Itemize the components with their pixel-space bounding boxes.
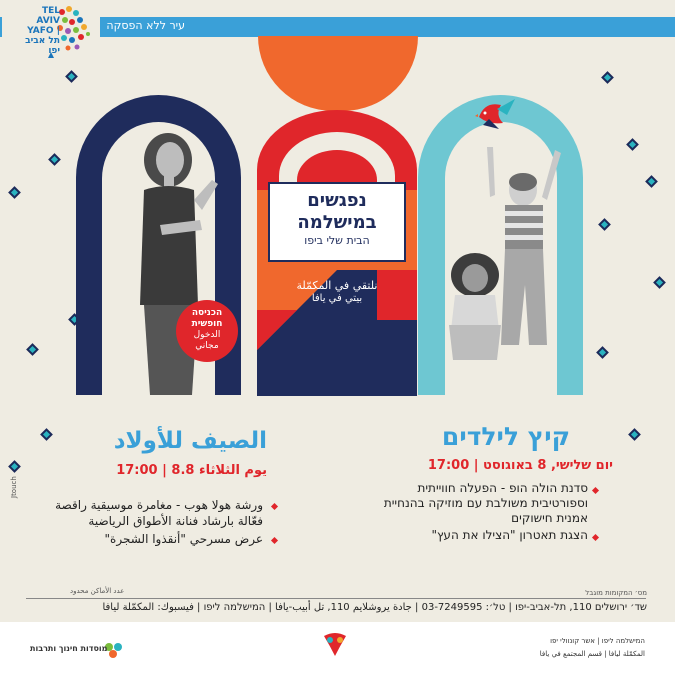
limited-places-he: מס׳ המקומות מוגבל <box>585 589 647 597</box>
badge-ar-line-2: مجاني <box>195 341 219 351</box>
logo-text: TEL AVIV YAFO | תל אביב יפו <box>25 6 60 56</box>
bird-icon <box>475 95 517 131</box>
arabic-bullet-2: عرض مسرحي "أنقذوا الشجرة" <box>104 532 263 546</box>
education-credit: מוסדות חינוך ותרבות <box>30 644 108 653</box>
orange-half-circle <box>258 36 418 111</box>
city-slogan: עיר ללא הפסקה <box>106 19 185 32</box>
diamond-icon <box>598 218 611 231</box>
diamond-icon <box>601 71 614 84</box>
diamond-icon <box>65 70 78 83</box>
arabic-bullet-1-line-1: ورشة هولا هوب - مغامرة موسيقية راقصة <box>55 498 263 512</box>
center-logo-icon <box>318 632 352 660</box>
title-subtitle: הבית שלי ביפו <box>304 234 370 247</box>
address-contact-line: שד׳ ירושלים 110, תל-אביב-יפו | טל׳: 03-7249595 | جادة يروشلايم 110, تل أبيب-يافا | המישלמה ליפו | فيسبوك: المكمّلة ليافا <box>102 602 647 613</box>
diamond-icon <box>8 460 21 473</box>
footer-divider <box>26 598 646 599</box>
diamond-icon <box>40 428 53 441</box>
bullet-icon <box>271 503 278 510</box>
diamond-icon <box>653 276 666 289</box>
arabic-subtitle: بيتي في يافا <box>311 293 363 304</box>
bullet-icon <box>592 534 599 541</box>
hebrew-bullet-1-line-2: וספורטיבית משולבת עם מוזיקה בהנחיית <box>383 496 588 510</box>
arabic-date: يوم الثلاثاء 8.8 | 17:00 <box>116 463 267 478</box>
diamond-icon <box>26 343 39 356</box>
hebrew-bullet-1-line-1: סדנת הולה הופ - הפעלה חווייתית <box>417 481 588 495</box>
city-logo[interactable] <box>2 0 100 60</box>
diamond-icon <box>645 175 658 188</box>
diamond-icon <box>628 428 641 441</box>
arabic-title: نلتقي في المكمّلة <box>296 279 378 292</box>
header-strip <box>0 17 675 37</box>
kids-photo <box>435 145 585 360</box>
free-entry-badge <box>176 300 238 362</box>
diamond-icon <box>596 346 609 359</box>
arabic-bullet-1-line-2: فعّالة بارشاد فنانة الأطواق الرياضية <box>88 514 263 528</box>
badge-he-line-1: הכניסה <box>191 308 223 318</box>
event-title-box <box>268 182 406 262</box>
hebrew-date: יום שלישי, 8 באוגוסט | 17:00 <box>427 458 613 473</box>
limited-places-ar: عدد الأماكن محدود <box>70 587 125 595</box>
hebrew-bullet-1-line-3: אמנית חישוקים <box>511 511 588 525</box>
title-line-2: במישלמה <box>297 212 377 233</box>
bullet-icon <box>271 537 278 544</box>
bullet-icon <box>592 487 599 494</box>
hebrew-bullet-2: הצגת תאטרון "הצילו את העץ" <box>431 528 588 542</box>
arabic-heading: الصيف للأولاد <box>113 428 267 454</box>
credit-arabic: المكمّلة ليافا | قسم المجتمع في يافا <box>539 650 645 658</box>
diamond-icon <box>48 153 61 166</box>
diamond-icon <box>8 186 21 199</box>
badge-ar-line-1: الدخول <box>193 330 221 340</box>
diamond-icon <box>626 138 639 151</box>
title-line-1: נפגשים <box>307 190 367 211</box>
designer-credit: Jtouch <box>10 476 18 498</box>
hebrew-heading: קיץ לילדים <box>441 422 570 451</box>
credit-hebrew: המישלמה ליפו | אשר קונוולי יפו <box>550 637 645 645</box>
badge-he-line-2: חופשית <box>191 319 223 329</box>
